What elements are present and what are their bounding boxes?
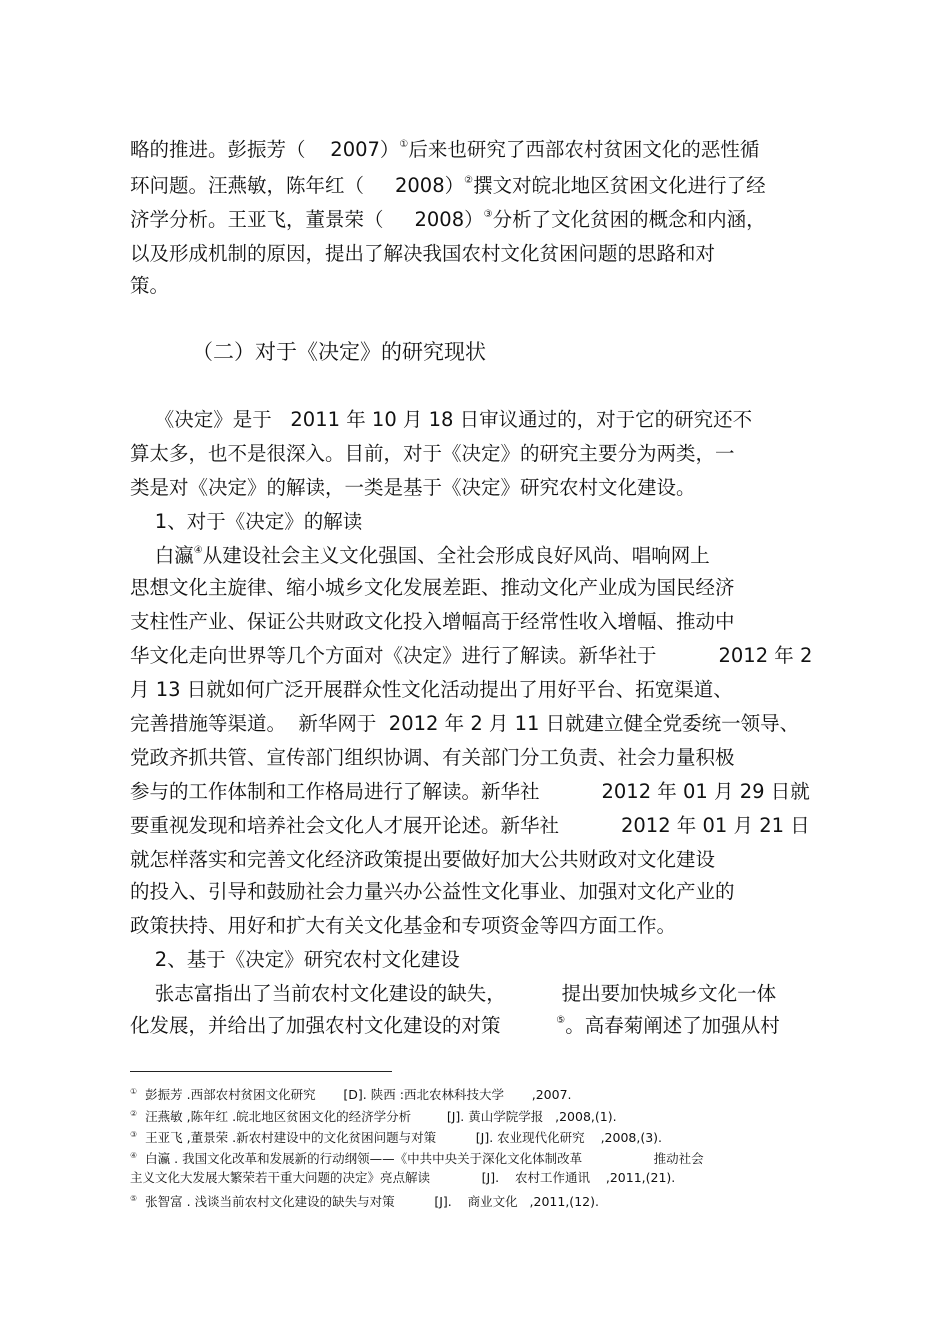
body-line: 华文化走向世界等几个方面对《决定》进行了解读。新华社于 2012 年 2 [130,644,813,667]
footnote: ④ 白瀛 . 我国文化改革和发展新的行动纲领——《中共中央关于深化文化体制改革 推动社会 [130,1151,704,1166]
body-line: 白瀛④从建设社会主义文化强国、全社会形成良好风尚、唱响网上 [130,544,710,567]
body-line: 算太多，也不是很深入。目前，对于《决定》的研究主要分为两类，一 [130,442,735,465]
body-line: 化发展，并给出了加强农村文化建设的对策 ⑤。高春菊阐述了加强从村 [130,1014,780,1037]
footnote-continuation: 主义文化大发展大繁荣若干重大问题的决定》亮点解读 [J]. 农村工作通讯 ,2011,(21). [130,1170,676,1185]
footnote-ref[interactable]: ① [399,139,409,150]
body-line: 思想文化主旋律、缩小城乡文化发展差距、推动文化产业成为国民经济 [130,576,735,599]
body-line: 济学分析。王亚飞，董景荣（ 2008）③分析了文化贫困的概念和内涵， [130,208,766,231]
body-line: 类是对《决定》的解读，一类是基于《决定》研究农村文化建设。 [130,476,696,499]
body-line: 策。 [130,274,170,297]
body-line: 张志富指出了当前农村文化建设的缺失， 提出要加快城乡文化一体 [130,982,777,1005]
subsection-heading: 2、基于《决定》研究农村文化建设 [130,948,460,971]
section-heading: （二）对于《决定》的研究现状 [192,340,486,364]
body-line: 月 13 日就如何广泛开展群众性文化活动提出了用好平台、拓宽渠道、 [130,678,733,701]
body-line: 党政齐抓共管、宣传部门组织协调、有关部门分工负责、社会力量积极 [130,746,735,769]
body-line: 完善措施等渠道。 新华网于 2012 年 2 月 11 日就建立健全党委统一领导、 [130,712,800,735]
body-line: 参与的工作体制和工作格局进行了解读。新华社 2012 年 01 月 29 日就 [130,780,810,803]
body-line: 《决定》是于 2011 年 10 月 18 日审议通过的，对于它的研究还不 [130,408,753,431]
subsection-heading: 1、对于《决定》的解读 [130,510,363,533]
footnote: ③ 王亚飞 ,董景荣 .新农村建设中的文化贫困问题与对策 [J]. 农业现代化研究 ,2008,(3). [130,1130,663,1145]
footnote: ⑤ 张智富 . 浅谈当前农村文化建设的缺失与对策 [J]. 商业文化 ,2011,(12). [130,1194,599,1209]
body-line: 就怎样落实和完善文化经济政策提出要做好加大公共财政对文化建设 [130,848,716,871]
body-line: 的投入、引导和鼓励社会力量兴办公益性文化事业、加强对文化产业的 [130,880,735,903]
footnote-separator [130,1071,392,1072]
body-line: 略的推进。彭振芳（ 2007）①后来也研究了西部农村贫困文化的恶性循 [130,138,760,161]
footnote-ref[interactable]: ⑤ [556,1015,566,1026]
footnote-ref[interactable]: ④ [193,545,203,556]
body-line: 支柱性产业、保证公共财政文化投入增幅高于经常性收入增幅、推动中 [130,610,735,633]
footnote-ref[interactable]: ② [464,175,474,186]
body-line: 政策扶持、用好和扩大有关文化基金和专项资金等四方面工作。 [130,914,677,937]
footnote: ② 汪燕敏 ,陈年红 .皖北地区贫困文化的经济学分析 [J]. 黄山学院学报 ,2008,(1). [130,1109,617,1124]
footnote: ① 彭振芳 .西部农村贫困文化研究 [D]. 陕西 :西北农林科技大学 ,2007. [130,1087,572,1102]
body-line: 环问题。汪燕敏，陈年红（ 2008）②撰文对皖北地区贫困文化进行了经 [130,174,766,197]
body-line: 以及形成机制的原因，提出了解决我国农村文化贫困问题的思路和对 [130,242,716,265]
footnote-ref[interactable]: ③ [483,209,493,220]
body-line: 要重视发现和培养社会文化人才展开论述。新华社 2012 年 01 月 21 日 [130,814,810,837]
